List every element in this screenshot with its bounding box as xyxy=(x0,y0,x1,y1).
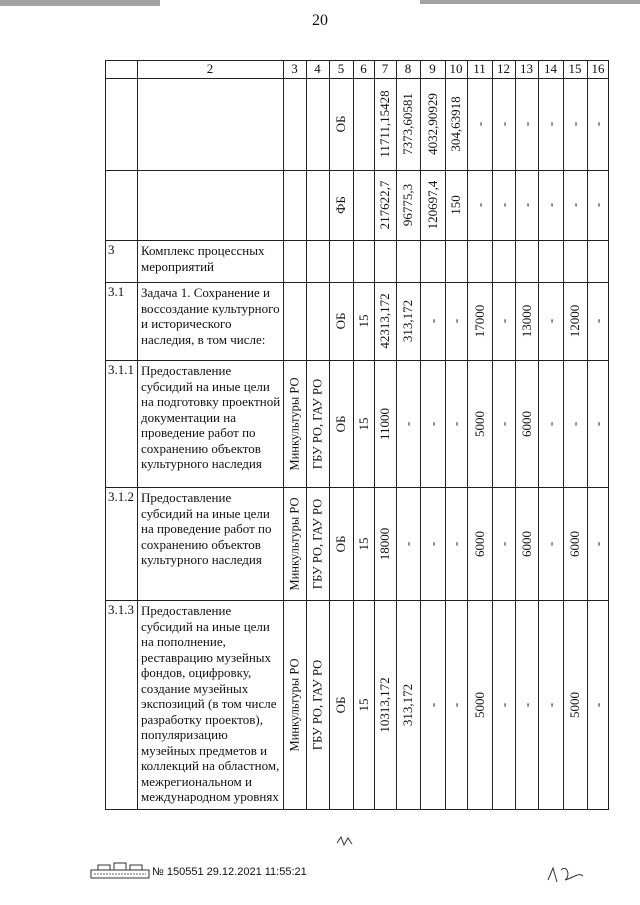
participant-label: ГБУ РО, ГАУ РО xyxy=(310,659,324,751)
column-header: 7 xyxy=(381,61,389,76)
value-cell xyxy=(515,78,538,170)
cell-value: ОБ xyxy=(333,312,348,330)
value-cell xyxy=(587,170,609,240)
value-cell xyxy=(563,78,587,170)
column-header: 8 xyxy=(404,61,412,76)
page-number: 20 xyxy=(312,12,328,29)
value-cell xyxy=(445,282,467,360)
row-description: Предоставление субсидий на иные цели на проведение работ по сохранению объектов культурного наследия xyxy=(141,490,272,567)
cell-value: 15 xyxy=(355,314,371,328)
value-cell xyxy=(420,487,445,600)
cell-value: - xyxy=(448,541,463,546)
column-rule xyxy=(137,60,138,810)
row-number: 3.1 xyxy=(108,284,125,299)
cell-value: 304,63918 xyxy=(448,96,463,152)
cell-value: 7373,60581 xyxy=(400,93,415,155)
value-cell xyxy=(396,600,420,810)
cell-value: - xyxy=(567,202,582,208)
value-cell xyxy=(467,282,492,360)
value-cell xyxy=(374,360,396,487)
value-cell xyxy=(538,170,563,240)
cell-value: - xyxy=(567,121,582,127)
value-cell xyxy=(353,282,374,360)
row-rule xyxy=(105,240,609,241)
value-cell xyxy=(467,487,492,600)
value-cell xyxy=(538,600,563,810)
value-cell xyxy=(467,360,492,487)
value-cell xyxy=(353,360,374,487)
cell-value: - xyxy=(590,202,605,208)
value-cell xyxy=(283,360,306,487)
cell-value: 4032,90929 xyxy=(424,93,440,155)
cell-value: ФБ xyxy=(333,196,348,214)
cell-value: 17000 xyxy=(471,304,487,338)
cell-value: - xyxy=(495,541,511,546)
column-header: 13 xyxy=(520,61,533,76)
cell-value: - xyxy=(542,318,558,324)
cell-value: 15 xyxy=(355,698,371,712)
cell-value: - xyxy=(495,318,511,324)
cell-value: - xyxy=(400,421,415,426)
cell-value: ОБ xyxy=(333,415,348,432)
cell-value: 11000 xyxy=(377,407,392,440)
executor-label: Минкультуры РО xyxy=(287,376,301,471)
cell-value: - xyxy=(542,541,558,546)
cell-value: - xyxy=(590,541,605,546)
row-description xyxy=(141,173,281,239)
cell-value: 217622,7 xyxy=(377,180,392,230)
cell-value: - xyxy=(448,702,463,708)
cell-value: 150 xyxy=(448,195,463,215)
cell-value: 5000 xyxy=(567,692,582,718)
value-cell xyxy=(374,170,396,240)
pen-mark-icon xyxy=(335,835,355,847)
row-description xyxy=(141,81,281,169)
row-number xyxy=(108,172,136,190)
row-description: Предоставление субсидий на иные цели на подготовку проектной документации на проведение работ по сохранению объектов культурного наследия xyxy=(141,363,281,471)
column-header: 3 xyxy=(291,61,298,76)
registration-number: 150551 29.12.2021 11:55:21 xyxy=(166,866,307,878)
column-header: 15 xyxy=(568,61,582,76)
column-header: 10 xyxy=(449,61,463,76)
value-cell xyxy=(396,360,420,487)
row-description: Комплекс процессных мероприятий xyxy=(141,243,265,274)
cell-value: 15 xyxy=(355,537,371,550)
value-cell xyxy=(396,282,420,360)
value-cell xyxy=(587,600,609,810)
value-cell xyxy=(538,487,563,600)
cell-value: - xyxy=(542,121,558,127)
handwritten-mark-icon xyxy=(545,862,585,886)
column-header: 2 xyxy=(206,61,214,76)
column-header: 16 xyxy=(591,61,605,76)
cell-value: 6000 xyxy=(567,530,582,557)
cell-value: ОБ xyxy=(333,535,348,552)
value-cell xyxy=(563,170,587,240)
column-header: 14 xyxy=(544,61,557,76)
value-cell xyxy=(374,487,396,600)
cell-value: 120697,4 xyxy=(424,180,440,230)
value-cell xyxy=(420,78,445,170)
value-cell xyxy=(445,600,467,810)
cell-value: - xyxy=(495,702,511,708)
cell-value: - xyxy=(448,421,463,426)
column-header: 4 xyxy=(314,61,321,76)
value-cell xyxy=(396,78,420,170)
cell-value: - xyxy=(590,421,605,426)
value-cell xyxy=(563,360,587,487)
value-cell xyxy=(353,487,374,600)
cell-value: - xyxy=(471,121,487,127)
value-cell xyxy=(374,282,396,360)
cell-value: - xyxy=(542,421,558,426)
cell-value: 96775,3 xyxy=(400,183,415,227)
value-cell xyxy=(420,600,445,810)
value-cell xyxy=(587,360,609,487)
value-cell xyxy=(445,360,467,487)
value-cell xyxy=(515,282,538,360)
value-cell xyxy=(587,78,609,170)
cell-value: 10313,172 xyxy=(377,677,392,733)
value-cell xyxy=(492,487,515,600)
value-cell xyxy=(283,487,306,600)
cell-value: 12000 xyxy=(567,304,582,338)
cell-value: - xyxy=(518,202,534,208)
cell-value: 313,172 xyxy=(400,683,415,727)
participant-label: ГБУ РО, ГАУ РО xyxy=(310,378,324,469)
cell-value: - xyxy=(567,421,582,426)
value-cell xyxy=(515,487,538,600)
value-cell xyxy=(515,600,538,810)
value-cell xyxy=(306,487,329,600)
value-cell xyxy=(329,282,353,360)
value-cell xyxy=(353,600,374,810)
cell-value: - xyxy=(400,541,415,546)
cell-value: 5000 xyxy=(471,410,487,437)
value-cell xyxy=(329,600,353,810)
column-header: 9 xyxy=(429,61,436,76)
cell-value: 6000 xyxy=(518,410,534,437)
value-cell xyxy=(420,170,445,240)
value-cell xyxy=(492,360,515,487)
row-number: 3 xyxy=(108,242,115,257)
row-number xyxy=(108,80,136,98)
cell-value: - xyxy=(424,318,440,324)
cell-value: 13000 xyxy=(518,304,534,338)
cell-value: - xyxy=(590,121,605,127)
value-cell xyxy=(420,282,445,360)
cell-value: - xyxy=(424,541,440,546)
value-cell xyxy=(587,282,609,360)
row-number: 3.1.2 xyxy=(108,489,134,504)
cell-value: - xyxy=(495,202,511,208)
value-cell xyxy=(329,487,353,600)
cell-value: - xyxy=(542,702,558,708)
value-cell xyxy=(563,600,587,810)
cell-value: - xyxy=(424,702,440,708)
value-cell xyxy=(396,487,420,600)
cell-value: - xyxy=(448,318,463,324)
value-cell xyxy=(445,170,467,240)
value-cell xyxy=(329,170,353,240)
cell-value: 18000 xyxy=(377,527,392,560)
cell-value: ОБ xyxy=(333,696,348,714)
registration-stamp xyxy=(152,866,307,878)
executor-label: Минкультуры РО xyxy=(287,496,301,591)
value-cell xyxy=(467,78,492,170)
value-cell xyxy=(283,600,306,810)
column-header: 5 xyxy=(337,61,345,76)
value-cell xyxy=(492,78,515,170)
cell-value: - xyxy=(424,421,440,426)
cell-value: - xyxy=(518,121,534,127)
row-description: Задача 1. Сохранение и воссоздание культурного и исторического наследия, в том числе: xyxy=(141,285,280,347)
cell-value: 6000 xyxy=(518,530,534,557)
cell-value: - xyxy=(542,202,558,208)
cell-value: 313,172 xyxy=(400,299,415,343)
number-sign: № xyxy=(152,866,164,878)
value-cell xyxy=(445,487,467,600)
value-cell xyxy=(492,600,515,810)
cell-value: - xyxy=(590,702,605,708)
cell-value: - xyxy=(471,202,487,208)
value-cell xyxy=(306,360,329,487)
value-cell xyxy=(587,487,609,600)
value-cell xyxy=(467,170,492,240)
value-cell xyxy=(374,600,396,810)
value-cell xyxy=(467,600,492,810)
cell-value: - xyxy=(495,121,511,127)
row-description: Предоставление субсидий на иные цели на пополнение, реставрацию музейных фондов, оцифровку, создание музейных экспозиций (в том числе разработку проектов), популяризацию музейных предметов и коллекций на областном, межрегиональном и международном уровнях xyxy=(141,603,280,804)
value-cell xyxy=(492,170,515,240)
value-cell xyxy=(329,78,353,170)
row-number: 3.1.3 xyxy=(108,602,134,617)
value-cell xyxy=(563,282,587,360)
cell-value: 6000 xyxy=(471,530,487,557)
cell-value: 42313,172 xyxy=(377,293,392,349)
cell-value: - xyxy=(590,318,605,324)
value-cell xyxy=(515,170,538,240)
column-header: 11 xyxy=(473,61,486,76)
value-cell xyxy=(563,487,587,600)
value-cell xyxy=(420,360,445,487)
value-cell xyxy=(445,78,467,170)
value-cell xyxy=(396,170,420,240)
participant-label: ГБУ РО, ГАУ РО xyxy=(310,498,324,589)
cell-value: 5000 xyxy=(471,692,487,718)
cell-value: ОБ xyxy=(333,115,348,133)
cell-value: 11711,15428 xyxy=(377,90,392,158)
value-cell xyxy=(492,282,515,360)
column-header: 12 xyxy=(497,61,510,76)
value-cell xyxy=(538,78,563,170)
value-cell xyxy=(306,600,329,810)
executor-label: Минкультуры РО xyxy=(287,658,301,752)
row-number: 3.1.1 xyxy=(108,362,134,377)
cell-value: - xyxy=(495,421,511,426)
archive-seal-icon xyxy=(90,860,150,880)
column-header: 6 xyxy=(360,61,367,76)
value-cell xyxy=(374,78,396,170)
value-cell xyxy=(515,360,538,487)
value-cell xyxy=(538,282,563,360)
value-cell xyxy=(538,360,563,487)
value-cell xyxy=(329,360,353,487)
cell-value: 15 xyxy=(355,417,371,430)
cell-value: - xyxy=(518,702,534,708)
